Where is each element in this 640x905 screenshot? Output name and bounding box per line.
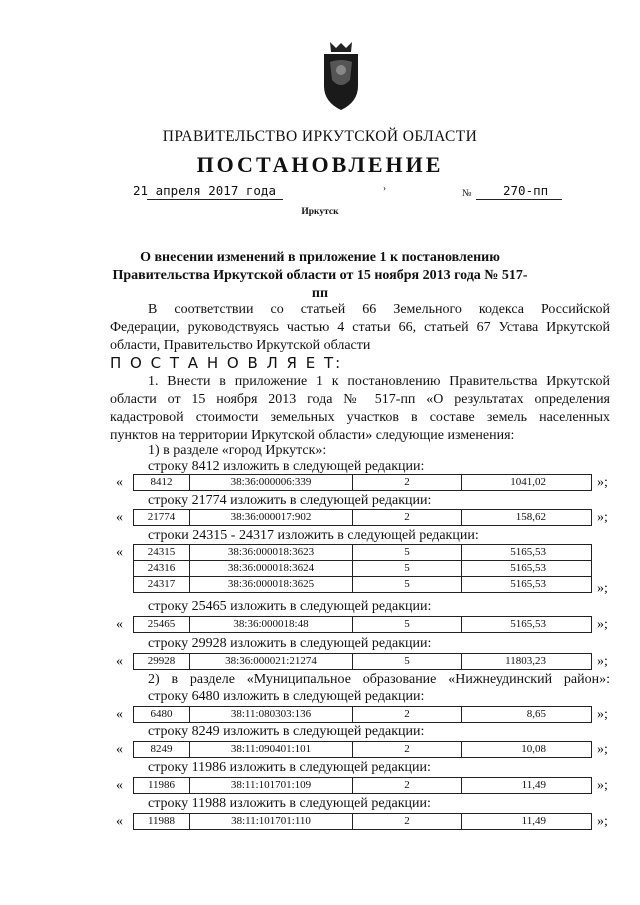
item-1-line-3: кадастровой стоимости земельных участков в составе земель населенных [110,410,610,425]
item-1-line-4: пунктов на территории Иркутской области» следующие изменения: [110,428,515,443]
table-row [134,654,592,670]
close-quote: »; [597,742,608,757]
caption-11986: строку 11986 изложить в следующей редакции: [148,760,431,775]
document-date: 21 апреля 2017 года [133,183,276,198]
table-21774 [133,509,592,526]
open-quote: « [116,778,123,793]
cell-number: 29928 [134,654,190,670]
close-quote: »; [597,778,608,793]
cell-value: 10,08 [462,742,592,758]
cell-number: 24316 [134,561,190,577]
date-underline [147,199,283,200]
section-1-title: 1) в разделе «город Иркутск»: [148,443,327,458]
heading-line-1: О внесении изменений в приложение 1 к постановлению [140,250,500,265]
open-quote: « [116,510,123,525]
open-quote: « [116,707,123,722]
close-quote: »; [597,707,608,722]
table-row [134,742,592,758]
cell-group: 2 [353,510,462,526]
table-row [134,617,592,633]
cell-cadastral: 38:11:101701:109 [190,778,353,794]
preamble [110,301,610,355]
section-2-title [148,671,610,689]
cell-number: 25465 [134,617,190,633]
cell-group: 5 [353,654,462,670]
city: Иркутск [301,207,339,217]
table-row [134,814,592,830]
table-6480 [133,706,592,723]
item-1-line-2: области от 15 ноября 2013 года № 517-пп «О результатах определения [110,392,610,407]
cell-number: 11986 [134,778,190,794]
caption-25465: строку 25465 изложить в следующей редакции: [148,599,432,614]
cell-number: 6480 [134,707,190,723]
open-quote: « [116,742,123,757]
cell-number: 8249 [134,742,190,758]
heading-line-2: Правительства Иркутской области от 15 ноября 2013 года № 517-пп [112,268,528,301]
caption-29928: строку 29928 изложить в следующей редакции: [148,636,432,651]
cell-group: 2 [353,778,462,794]
cell-number: 11988 [134,814,190,830]
cell-value: 11,49 [462,778,592,794]
cell-value: 5165,53 [462,545,592,561]
preamble-line-1: В соответствии со статьей 66 Земельного кодекса Российской [148,302,610,317]
cell-cadastral: 38:11:101701:110 [190,814,353,830]
table-row [134,545,592,561]
caption-8249: строку 8249 изложить в следующей редакции: [148,724,425,739]
open-quote: « [116,475,123,490]
close-quote: »; [597,475,608,490]
cell-group: 5 [353,577,462,593]
cell-value: 5165,53 [462,617,592,633]
cell-cadastral: 38:11:080303:136 [190,707,353,723]
cell-value: 8,65 [462,707,592,723]
decree-word: П О С Т А Н О В Л Я Е Т: [110,354,343,372]
open-quote: « [116,654,123,669]
table-25465 [133,616,592,633]
cell-number: 24315 [134,545,190,561]
caption-8412: строку 8412 изложить в следующей редакции: [148,459,425,474]
cell-value: 11803,23 [462,654,592,670]
caption-11988: строку 11988 изложить в следующей редакции: [148,796,431,811]
cell-group: 2 [353,475,462,491]
cell-number: 21774 [134,510,190,526]
cell-value: 11,49 [462,814,592,830]
caption-24315-24317: строки 24315 - 24317 изложить в следующей редакции: [148,528,479,543]
table-8412 [133,474,592,491]
preamble-line-2: Федерации, руководствуясь частью 4 статьи 66, статьей 67 Устава Иркутской [110,320,610,335]
close-quote: »; [597,617,608,632]
cell-cadastral: 38:36:000018:3624 [190,561,353,577]
cell-cadastral: 38:11:090401:101 [190,742,353,758]
table-row [134,778,592,794]
table-11986 [133,777,592,794]
cell-group: 2 [353,814,462,830]
open-quote: « [116,545,123,560]
table-29928 [133,653,592,670]
government-title: ПРАВИТЕЛЬСТВО ИРКУТСКОЙ ОБЛАСТИ [162,128,478,145]
cell-value: 1041,02 [462,475,592,491]
table-24315-24317 [133,544,592,593]
cell-cadastral: 38:36:000021:21274 [190,654,353,670]
preamble-line-3: области, Правительство Иркутской области [110,338,371,353]
close-quote: »; [597,654,608,669]
open-quote: « [116,617,123,632]
close-quote: »; [597,581,608,596]
close-quote: »; [597,814,608,829]
coat-of-arms-emblem [320,40,362,112]
cell-group: 2 [353,742,462,758]
cell-value: 158,62 [462,510,592,526]
cell-group: 2 [353,707,462,723]
close-quote: »; [597,510,608,525]
cell-group: 5 [353,617,462,633]
document-heading [110,249,530,303]
item-1 [110,373,610,445]
tick-mark: › [383,183,386,193]
table-11988 [133,813,592,830]
number-sign: № [462,188,472,199]
cell-group: 5 [353,561,462,577]
number-underline [476,199,562,200]
cell-number: 8412 [134,475,190,491]
cell-cadastral: 38:36:000006:339 [190,475,353,491]
cell-cadastral: 38:36:000018:48 [190,617,353,633]
caption-21774: строку 21774 изложить в следующей редакции: [148,493,432,508]
table-8249 [133,741,592,758]
open-quote: « [116,814,123,829]
cell-cadastral: 38:36:000018:3623 [190,545,353,561]
table-row [134,475,592,491]
caption-6480: строку 6480 изложить в следующей редакции: [148,689,425,704]
cell-value: 5165,53 [462,561,592,577]
item-1-line-1: 1. Внести в приложение 1 к постановлению Правительства Иркутской [148,374,610,389]
cell-value: 5165,53 [462,577,592,593]
table-row [134,707,592,723]
table-row [134,561,592,577]
cell-group: 5 [353,545,462,561]
cell-cadastral: 38:36:000017:902 [190,510,353,526]
table-row [134,577,592,593]
table-row [134,510,592,526]
cell-number: 24317 [134,577,190,593]
section-2-title-text: 2) в разделе «Муниципальное образование «Нижнеудинский район»: [148,672,610,687]
document-number: 270-пп [503,183,549,198]
document-type: ПОСТАНОВЛЕНИЕ [196,152,444,177]
cell-cadastral: 38:36:000018:3625 [190,577,353,593]
